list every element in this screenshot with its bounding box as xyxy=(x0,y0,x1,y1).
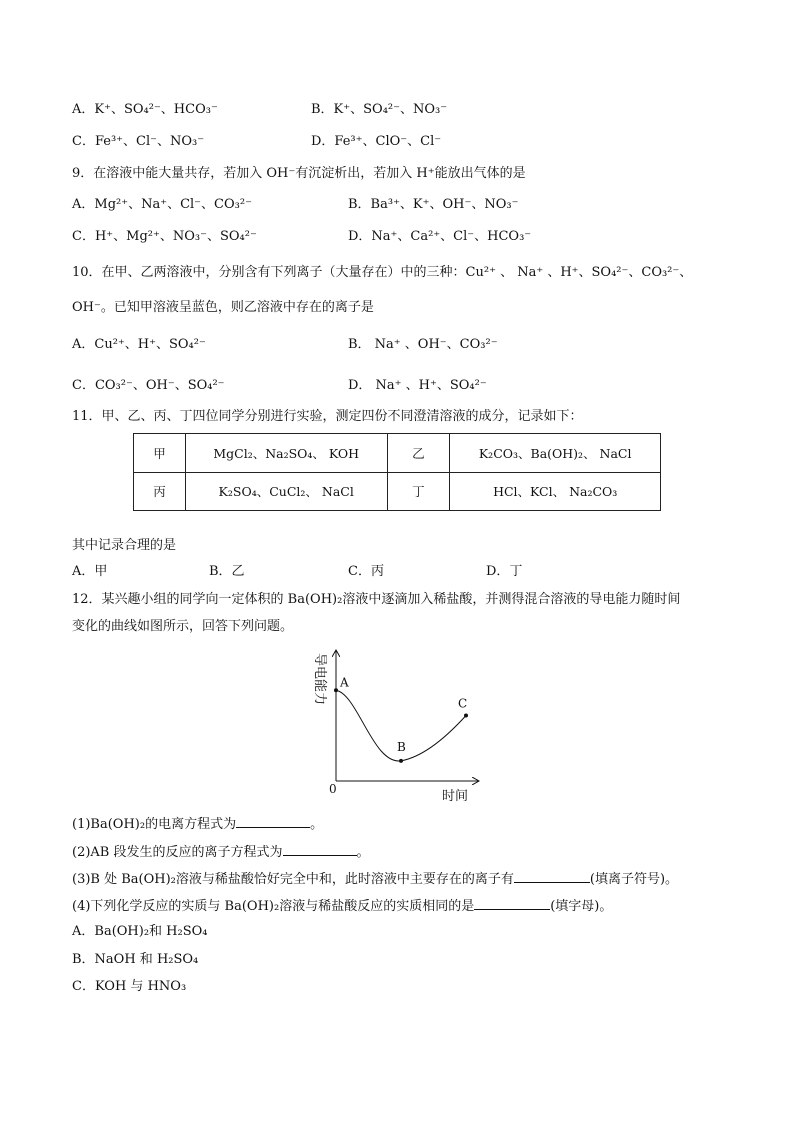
q11-record-table xyxy=(133,433,661,511)
answer-blank[interactable] xyxy=(236,814,310,828)
y-axis-label: 导电能力 xyxy=(312,653,327,706)
q12-option-b: B．NaOH 和 H₂SO₄ xyxy=(72,952,199,967)
q10-option-b: B． Na⁺ 、OH⁻、CO₃²⁻ xyxy=(348,337,498,352)
q12-part1: (1)Ba(OH)₂的电离方程式为 。 xyxy=(72,814,323,834)
q9-option-d: D．Na⁺、Ca²⁺、Cl⁻、HCO₃⁻ xyxy=(348,229,532,244)
q10-option-d: D． Na⁺ 、H⁺、SO₄²⁻ xyxy=(348,378,487,393)
q12-option-a: A．Ba(OH)₂和 H₂SO₄ xyxy=(72,924,208,939)
q8-option-c: C．Fe³⁺、Cl⁻、NO₃⁻ xyxy=(72,134,205,149)
point-c xyxy=(464,713,468,717)
q12-stem-line1: 12．某兴趣小组的同学向一定体积的 Ba(OH)₂溶液中逐滴加入稀盐酸，并测得混合溶液的导电能力随时间 xyxy=(72,592,681,607)
answer-blank[interactable] xyxy=(283,842,357,856)
table-cell-solutes: MgCl₂、Na₂SO₄、 KOH xyxy=(185,434,387,473)
q10-option-a: A．Cu²⁺、H⁺、SO₄²⁻ xyxy=(72,337,206,352)
table-cell-solutes: HCl、KCl、 Na₂CO₃ xyxy=(450,472,661,511)
q9-option-a: A．Mg²⁺、Na⁺、Cl⁻、CO₃²⁻ xyxy=(72,197,252,212)
q12-option-c: C．KOH 与 HNO₃ xyxy=(72,979,187,994)
table-cell-solutes: K₂CO₃、Ba(OH)₂、 NaCl xyxy=(450,434,661,473)
table-cell-student: 乙 xyxy=(387,434,450,473)
q9-option-c: C．H⁺、Mg²⁺、NO₃⁻、SO₄²⁻ xyxy=(72,229,257,244)
q11-question: 其中记录合理的是 xyxy=(72,538,177,553)
point-a xyxy=(334,688,338,692)
q8-option-d: D．Fe³⁺、ClO⁻、Cl⁻ xyxy=(311,134,442,149)
point-b xyxy=(399,759,403,763)
q9-option-b: B．Ba³⁺、K⁺、OH⁻、NO₃⁻ xyxy=(348,197,519,212)
point-c-label: C xyxy=(458,696,468,711)
q10-option-c: C．CO₃²⁻、OH⁻、SO₄²⁻ xyxy=(72,378,225,393)
conductivity-chart xyxy=(300,645,500,805)
q11-option-a: A．甲 xyxy=(72,564,108,579)
table-cell-student: 甲 xyxy=(134,434,186,473)
q8-option-a: A．K⁺、SO₄²⁻、HCO₃⁻ xyxy=(72,102,218,117)
q10-stem-line2: OH⁻。已知甲溶液呈蓝色，则乙溶液中存在的离子是 xyxy=(72,300,374,315)
q12-part2: (2)AB 段发生的反应的离子方程式为 。 xyxy=(72,842,370,862)
q12-stem-line2: 变化的曲线如图所示，回答下列问题。 xyxy=(72,619,294,634)
answer-blank[interactable] xyxy=(474,896,550,910)
point-b-label: B xyxy=(397,739,406,754)
q11-option-b: B．乙 xyxy=(209,564,245,579)
q12-part4: (4)下列化学反应的实质与 Ba(OH)₂溶液与稀盐酸反应的实质相同的是 (填字母)。 xyxy=(72,896,612,916)
table-row xyxy=(134,472,661,511)
table-cell-solutes: K₂SO₄、CuCl₂、 NaCl xyxy=(185,472,387,511)
point-a-label: A xyxy=(340,675,349,690)
table-cell-student: 丙 xyxy=(134,472,186,511)
answer-blank[interactable] xyxy=(514,869,590,883)
origin-label: 0 xyxy=(329,782,337,796)
q10-stem-line1: 10．在甲、乙两溶液中，分别含有下列离子（大量存在）中的三种：Cu²⁺ 、 Na⁺ 、H⁺、SO₄²⁻、CO₃²⁻、 xyxy=(72,265,693,280)
q12-part3: (3)B 处 Ba(OH)₂溶液与稀盐酸恰好完全中和，此时溶液中主要存在的离子有 (填离子符号)。 xyxy=(72,869,678,889)
q11-option-c: C．丙 xyxy=(348,564,384,579)
q8-option-b: B．K⁺、SO₄²⁻、NO₃⁻ xyxy=(311,102,448,117)
table-cell-student: 丁 xyxy=(387,472,450,511)
x-axis-label: 时间 xyxy=(442,789,469,804)
table-row xyxy=(134,434,661,473)
q11-option-d: D．丁 xyxy=(486,564,523,579)
q11-stem: 11．甲、乙、丙、丁四位同学分别进行实验，测定四份不同澄清溶液的成分，记录如下： xyxy=(72,409,583,424)
q9-stem: 9．在溶液中能大量共存，若加入 OH⁻有沉淀析出，若加入 H⁺能放出气体的是 xyxy=(72,166,526,181)
